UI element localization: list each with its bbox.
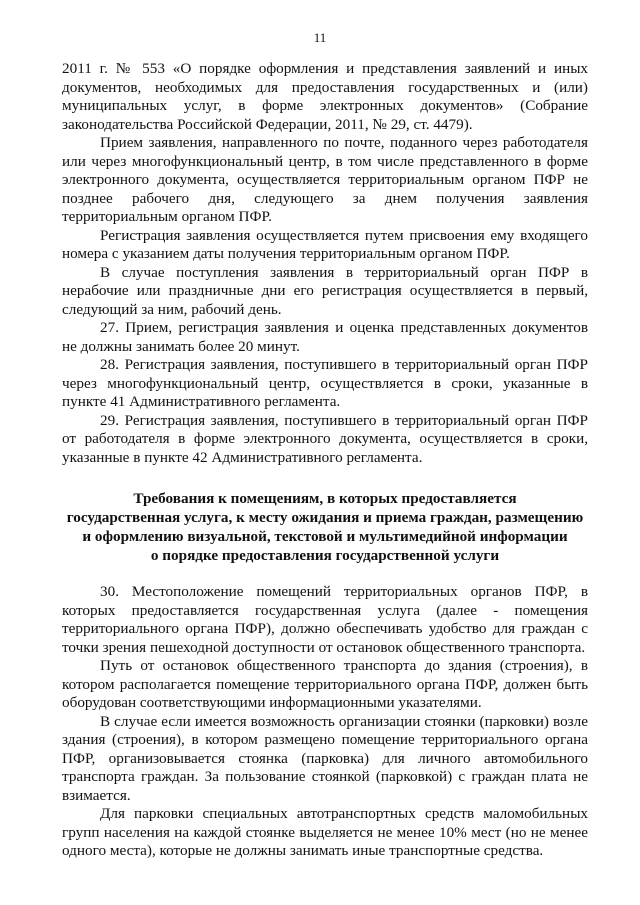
paragraph-item-29: 29. Регистрация заявления, поступившего в территориальный орган ПФР от работодателя в форме электронного документа, осуществляется в сроки, указанные в пункте 42 Административного регламента. [62, 411, 588, 466]
paragraph: Прием заявления, направленного по почте, поданного через работодателя или через многофункциональный центр, в том числе представленного в форме электронного документа, осуществляется территориальным органом ПФР не позднее рабочего дня, следующего за днем получения заявления территориальным органом ПФР. [62, 134, 588, 225]
paragraph: Путь от остановок общественного транспорта до здания (строения), в котором располагается помещение территориального органа ПФР, должен быть оборудован соответствующими информационными указателями. [62, 657, 588, 711]
paragraph: Для парковки специальных автотранспортных средств маломобильных групп населения на каждой стоянке выделяется не менее 10% мест (но не менее одного места), которые не должны занимать иные транспортные средства. [62, 805, 588, 859]
page-number: 11 [313, 30, 327, 45]
paragraph: 2011 г. № 553 «О порядке оформления и представления заявлений и иных документов, необходимых для предоставления государственных и (или) муниципальных услуг, в форме электронных документов» (Собрание законодательства Российской Федерации, 2011, № 29, ст. 4479). [62, 60, 588, 133]
paragraph-item-28: 28. Регистрация заявления, поступившего в территориальный орган ПФР через многофункциональный центр, осуществляется в сроки, указанные в пункте 41 Административного регламента. [62, 356, 588, 410]
paragraph: Регистрация заявления осуществляется путем присвоения ему входящего номера с указанием даты получения территориальным органом ПФР. [62, 226, 588, 262]
paragraph: В случае поступления заявления в территориальный орган ПФР в нерабочие или праздничные дни его регистрация осуществляется в первый, следующий за ним, рабочий день. [62, 263, 588, 318]
heading-line: государственная услуга, к месту ожидания и приема граждан, размещению [66, 509, 584, 526]
paragraph-item-30: 30. Местоположение помещений территориальных органов ПФР, в которых предоставляется государственная услуга (далее - помещения территориального органа ПФР), должно обеспечивать удобство для граждан с точки зрения пешеходной доступности от остановок общественного транспорта. [62, 583, 588, 656]
document-body [62, 60, 588, 861]
heading-line: о порядке предоставления государственной услуги [150, 547, 500, 564]
paragraph: В случае если имеется возможность организации стоянки (парковки) возле здания (строения), в котором размещено помещение территориального органа ПФР, организовывается стоянка (парковка) для личного автомобильного транспорта граждан. За пользование стоянкой (парковкой) с граждан плата не взимается. [62, 712, 588, 804]
heading-line: и оформлению визуальной, текстовой и мультимедийной информации [82, 528, 568, 545]
heading-line: Требования к помещениям, в которых предоставляется [133, 490, 517, 507]
section-heading [62, 489, 588, 565]
paragraph-item-27: 27. Прием, регистрация заявления и оценка представленных документов не должны занимать более 20 минут. [62, 319, 588, 355]
